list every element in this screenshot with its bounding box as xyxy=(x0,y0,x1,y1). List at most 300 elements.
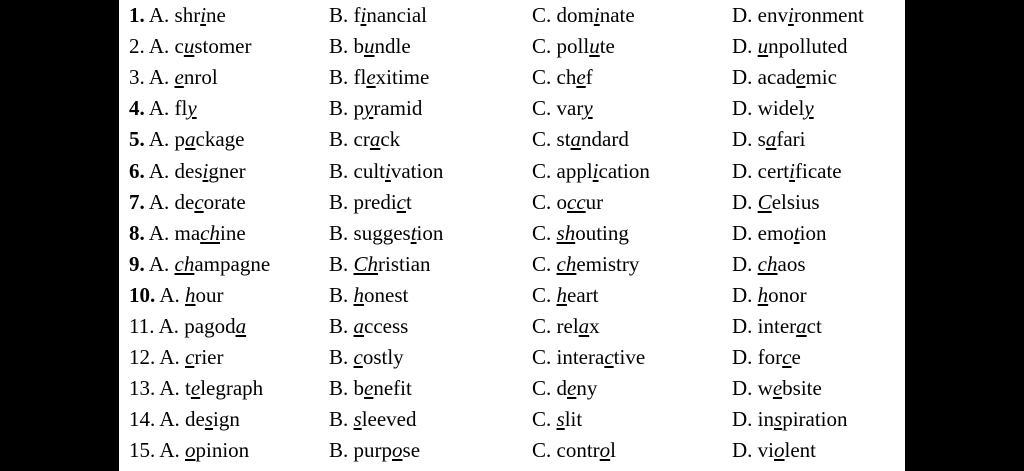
underlined-letters: u xyxy=(183,34,195,59)
word-part: orate xyxy=(203,189,246,214)
word-part: purp xyxy=(353,438,393,463)
underlined-letters: a xyxy=(185,127,196,152)
option-letter: D. xyxy=(732,376,753,401)
question-row xyxy=(119,62,905,93)
underlined-letters: i xyxy=(593,3,600,27)
word-part: des xyxy=(174,158,203,183)
underlined-letters: o xyxy=(392,438,403,463)
option-a xyxy=(129,249,270,280)
option-letter: A. xyxy=(159,376,180,401)
option-c xyxy=(532,31,615,62)
underlined-letters: i xyxy=(200,3,207,27)
word-part: tive xyxy=(613,345,646,370)
option-letter: D. xyxy=(732,345,753,370)
question-row xyxy=(119,311,905,342)
question-row xyxy=(119,31,905,62)
option-c xyxy=(532,218,629,249)
word-part: w xyxy=(757,376,773,401)
underlined-letters: a xyxy=(369,127,381,152)
question-number: 13. xyxy=(129,376,156,401)
word-part: b xyxy=(353,34,365,59)
option-letter: D. xyxy=(732,158,753,183)
word-part: f xyxy=(585,65,593,90)
word-part: var xyxy=(556,96,584,121)
word-part: widel xyxy=(757,96,805,121)
underlined-letters: c xyxy=(353,345,363,370)
word-part: te xyxy=(599,34,615,59)
word-part: onest xyxy=(364,282,409,307)
option-letter: B. xyxy=(329,127,349,152)
word-part: ostly xyxy=(362,345,404,370)
word-part: de xyxy=(185,407,205,432)
option-d xyxy=(732,218,827,249)
option-a xyxy=(129,0,226,31)
word-part: c xyxy=(174,34,184,59)
question-row xyxy=(119,0,905,31)
word-part: ccess xyxy=(364,314,409,338)
option-letter: C. xyxy=(532,345,552,370)
word-part: emistry xyxy=(576,251,640,276)
word-part: x xyxy=(589,314,600,338)
word-part: vi xyxy=(757,438,775,463)
option-letter: A. xyxy=(148,251,170,276)
option-b xyxy=(329,218,443,249)
word-part: shr xyxy=(174,3,201,27)
option-letter: B. xyxy=(329,65,349,90)
word-part: in xyxy=(757,407,775,432)
option-a xyxy=(129,93,197,124)
underlined-letters: h xyxy=(185,282,196,307)
word-part: appl xyxy=(556,158,593,183)
word-part: lent xyxy=(784,438,817,463)
option-c xyxy=(532,187,603,218)
word-part: stomer xyxy=(194,34,252,59)
word-part: emo xyxy=(757,220,794,245)
word-part: bsite xyxy=(782,376,822,401)
option-d xyxy=(732,280,807,311)
word-part: intera xyxy=(556,345,605,370)
underlined-letters: ch xyxy=(174,251,195,276)
option-letter: C. xyxy=(532,189,552,214)
word-part: npolluted xyxy=(768,34,848,59)
question-row xyxy=(119,93,905,124)
question-row xyxy=(119,249,905,280)
option-c xyxy=(532,280,599,311)
option-letter: A. xyxy=(148,65,170,90)
option-d xyxy=(732,342,801,373)
option-letter: D. xyxy=(732,407,753,432)
underlined-letters: ch xyxy=(200,220,220,245)
underlined-letters: ch xyxy=(757,251,778,276)
question-number: 11. xyxy=(129,314,155,338)
word-part: nate xyxy=(599,3,635,27)
word-part: p xyxy=(174,127,186,152)
option-a xyxy=(129,31,252,62)
exercise-sheet xyxy=(119,0,905,471)
underlined-letters: t xyxy=(793,220,800,245)
option-letter: C. xyxy=(532,251,552,276)
word-part: ckage xyxy=(195,127,245,152)
word-part: ct xyxy=(806,314,822,338)
option-d xyxy=(732,93,814,124)
underlined-letters: e xyxy=(364,376,374,401)
option-letter: A. xyxy=(148,127,170,152)
word-part: dom xyxy=(556,3,594,27)
word-part: fl xyxy=(174,96,188,121)
word-part: ristian xyxy=(378,251,431,276)
option-letter: B. xyxy=(329,282,349,307)
option-letter: C. xyxy=(532,220,552,245)
word-part: se xyxy=(402,438,421,463)
option-d xyxy=(732,0,864,31)
underlined-letters: a xyxy=(353,314,365,338)
underlined-letters: y xyxy=(583,96,593,121)
word-part: env xyxy=(757,3,788,27)
option-d xyxy=(732,404,848,435)
word-part: t xyxy=(406,189,412,214)
option-c xyxy=(532,373,597,404)
option-letter: D. xyxy=(732,96,753,121)
question-number: 2. xyxy=(129,34,145,59)
word-part: mic xyxy=(805,65,837,90)
option-a xyxy=(129,404,240,435)
word-part: fl xyxy=(353,65,367,90)
word-part: sugges xyxy=(353,220,411,245)
word-part: t xyxy=(185,376,191,401)
word-part: o xyxy=(556,189,568,214)
option-c xyxy=(532,124,629,155)
word-part: ch xyxy=(556,65,577,90)
option-letter: D. xyxy=(732,251,753,276)
option-b xyxy=(329,435,420,466)
question-number: 5. xyxy=(129,127,145,152)
underlined-letters: h xyxy=(556,282,568,307)
word-part: acad xyxy=(757,65,797,90)
option-b xyxy=(329,249,431,280)
underlined-letters: h xyxy=(353,282,365,307)
word-part: rel xyxy=(556,314,579,338)
option-letter: B. xyxy=(329,251,349,276)
option-letter: A. xyxy=(159,407,180,432)
question-number: 7. xyxy=(129,189,145,214)
underlined-letters: e xyxy=(190,376,201,401)
option-b xyxy=(329,93,422,124)
word-part: contr xyxy=(556,438,600,463)
word-part: ign xyxy=(213,407,240,432)
question-row xyxy=(119,280,905,311)
option-letter: B. xyxy=(329,34,349,59)
option-a xyxy=(129,373,263,404)
option-letter: A. xyxy=(159,345,180,370)
word-part: our xyxy=(195,282,224,307)
word-part: outing xyxy=(575,220,629,245)
underlined-letters: cc xyxy=(567,189,586,214)
option-letter: B. xyxy=(329,220,349,245)
word-part: ne xyxy=(206,3,226,27)
option-letter: C. xyxy=(532,282,552,307)
option-letter: A. xyxy=(158,314,179,338)
word-part: leeved xyxy=(361,407,417,432)
word-part: xitime xyxy=(375,65,430,90)
word-part: ndle xyxy=(374,34,411,59)
option-letter: B. xyxy=(329,189,349,214)
option-a xyxy=(129,435,249,466)
option-letter: C. xyxy=(532,65,552,90)
underlined-letters: e xyxy=(567,376,577,401)
option-d xyxy=(732,373,822,404)
option-c xyxy=(532,156,650,187)
word-part: pagod xyxy=(184,314,236,338)
underlined-letters: y xyxy=(364,96,374,121)
underlined-letters: sh xyxy=(556,220,576,245)
question-number: 14. xyxy=(129,407,156,432)
word-part: p xyxy=(353,96,365,121)
option-letter: C. xyxy=(532,314,552,338)
option-c xyxy=(532,342,645,373)
question-number: 10. xyxy=(129,282,156,307)
option-letter: B. xyxy=(329,158,349,183)
option-letter: C. xyxy=(532,158,552,183)
underlined-letters: a xyxy=(578,314,590,338)
underlined-letters: C xyxy=(757,189,772,214)
underlined-letters: a xyxy=(796,314,807,338)
underlined-letters: c xyxy=(604,345,614,370)
underlined-letters: e xyxy=(576,65,586,90)
underlined-letters: i xyxy=(202,158,209,183)
word-part: predi xyxy=(353,189,397,214)
word-part: l xyxy=(610,438,617,463)
underlined-letters: ch xyxy=(556,251,577,276)
option-letter: D. xyxy=(732,282,753,307)
option-a xyxy=(129,280,224,311)
word-part: fari xyxy=(776,127,806,152)
underlined-letters: e xyxy=(796,65,806,90)
option-letter: D. xyxy=(732,3,753,27)
question-number: 4. xyxy=(129,96,145,121)
word-part: gner xyxy=(208,158,246,183)
underlined-letters: a xyxy=(765,127,777,152)
option-d xyxy=(732,62,837,93)
option-letter: B. xyxy=(329,438,349,463)
question-number: 8. xyxy=(129,220,145,245)
word-part: cult xyxy=(353,158,386,183)
option-c xyxy=(532,0,635,31)
option-letter: A. xyxy=(159,438,180,463)
option-d xyxy=(732,187,820,218)
word-part: ck xyxy=(380,127,401,152)
word-part: eart xyxy=(567,282,599,307)
option-c xyxy=(532,62,593,93)
word-part: ur xyxy=(585,189,604,214)
option-b xyxy=(329,404,417,435)
word-part: nefit xyxy=(373,376,412,401)
underlined-letters: i xyxy=(385,158,391,183)
option-letter: A. xyxy=(148,34,170,59)
word-part: ion xyxy=(416,220,444,245)
question-row xyxy=(119,187,905,218)
underlined-letters: Ch xyxy=(353,251,379,276)
word-part: lit xyxy=(564,407,583,432)
word-part: cert xyxy=(757,158,790,183)
underlined-letters: o xyxy=(599,438,611,463)
word-part: e xyxy=(791,345,801,370)
underlined-letters: i xyxy=(360,3,367,27)
option-letter: D. xyxy=(732,127,753,152)
option-c xyxy=(532,435,616,466)
word-part: inter xyxy=(757,314,797,338)
option-b xyxy=(329,0,427,31)
underlined-letters: s xyxy=(204,407,214,432)
underlined-letters: s xyxy=(774,407,783,432)
option-letter: B. xyxy=(329,407,349,432)
underlined-letters: u xyxy=(364,34,375,59)
option-letter: A. xyxy=(148,189,170,214)
underlined-letters: s xyxy=(556,407,565,432)
underlined-letters: s xyxy=(353,407,362,432)
question-number: 12. xyxy=(129,345,156,370)
question-row xyxy=(119,342,905,373)
option-c xyxy=(532,93,593,124)
word-part: ma xyxy=(174,220,201,245)
underlined-letters: o xyxy=(185,438,196,463)
word-part: for xyxy=(757,345,783,370)
question-row xyxy=(119,435,905,466)
underlined-letters: a xyxy=(235,314,247,338)
option-b xyxy=(329,187,412,218)
word-part: b xyxy=(353,376,365,401)
word-part: s xyxy=(757,127,766,152)
word-part: nancial xyxy=(366,3,427,27)
option-c xyxy=(532,249,639,280)
word-part: ampagne xyxy=(194,251,271,276)
underlined-letters: c xyxy=(185,345,195,370)
word-part: vation xyxy=(390,158,444,183)
word-part: st xyxy=(556,127,571,152)
option-d xyxy=(732,124,806,155)
word-part: pinion xyxy=(195,438,250,463)
question-row xyxy=(119,404,905,435)
option-d xyxy=(732,435,816,466)
option-letter: C. xyxy=(532,96,552,121)
word-part: piration xyxy=(782,407,848,432)
option-b xyxy=(329,311,408,342)
option-letter: D. xyxy=(732,189,753,214)
underlined-letters: i xyxy=(592,158,599,183)
option-letter: A. xyxy=(148,220,170,245)
option-letter: B. xyxy=(329,96,349,121)
option-letter: C. xyxy=(532,376,552,401)
option-a xyxy=(129,187,246,218)
option-a xyxy=(129,311,246,342)
option-a xyxy=(129,342,224,373)
option-letter: D. xyxy=(732,314,753,338)
underlined-letters: c xyxy=(782,345,792,370)
word-part: ine xyxy=(220,220,246,245)
underlined-letters: y xyxy=(804,96,814,121)
question-row xyxy=(119,373,905,404)
question-number: 6. xyxy=(129,158,145,183)
option-d xyxy=(732,249,806,280)
underlined-letters: i xyxy=(789,158,795,183)
word-part: f xyxy=(353,3,361,27)
option-b xyxy=(329,373,412,404)
option-letter: B. xyxy=(329,3,349,27)
underlined-letters: i xyxy=(788,3,794,27)
option-d xyxy=(732,311,822,342)
word-part: de xyxy=(174,189,195,214)
question-number: 15. xyxy=(129,438,156,463)
option-c xyxy=(532,311,600,342)
option-letter: B. xyxy=(329,314,349,338)
underlined-letters: t xyxy=(410,220,417,245)
word-part: ficate xyxy=(795,158,842,183)
option-letter: C. xyxy=(532,438,552,463)
option-letter: A. xyxy=(159,282,180,307)
question-row xyxy=(119,218,905,249)
word-part: rier xyxy=(194,345,224,370)
option-letter: C. xyxy=(532,127,552,152)
word-part: elsius xyxy=(771,189,820,214)
word-part: nrol xyxy=(183,65,218,90)
question-number: 1. xyxy=(129,3,145,27)
option-letter: B. xyxy=(329,345,349,370)
option-c xyxy=(532,404,582,435)
word-part: aos xyxy=(777,251,806,276)
word-part: ndard xyxy=(581,127,629,152)
word-part: cation xyxy=(598,158,650,183)
underlined-letters: e xyxy=(772,376,783,401)
question-row xyxy=(119,156,905,187)
option-letter: A. xyxy=(148,96,170,121)
word-part: ramid xyxy=(373,96,423,121)
option-letter: B. xyxy=(329,376,349,401)
option-letter: C. xyxy=(532,34,552,59)
option-a xyxy=(129,218,246,249)
underlined-letters: u xyxy=(589,34,600,59)
underlined-letters: e xyxy=(366,65,376,90)
underlined-letters: o xyxy=(774,438,785,463)
option-b xyxy=(329,156,443,187)
underlined-letters: c xyxy=(396,189,406,214)
option-letter: D. xyxy=(732,438,753,463)
question-row xyxy=(119,124,905,155)
word-part: cr xyxy=(353,127,370,152)
underlined-letters: y xyxy=(187,96,197,121)
word-part: poll xyxy=(556,34,590,59)
option-letter: C. xyxy=(532,407,552,432)
underlined-letters: e xyxy=(174,65,184,90)
word-part: onor xyxy=(768,282,807,307)
word-part: legraph xyxy=(200,376,264,401)
option-letter: D. xyxy=(732,65,753,90)
option-b xyxy=(329,124,400,155)
option-b xyxy=(329,280,408,311)
option-letter: C. xyxy=(532,3,552,27)
word-part: d xyxy=(556,376,568,401)
option-a xyxy=(129,156,246,187)
option-letter: A. xyxy=(148,158,170,183)
word-part: ronment xyxy=(793,3,864,27)
option-letter: D. xyxy=(732,34,753,59)
question-number: 3. xyxy=(129,65,145,90)
underlined-letters: u xyxy=(757,34,769,59)
option-letter: A. xyxy=(148,3,170,27)
option-letter: D. xyxy=(732,220,753,245)
option-b xyxy=(329,62,429,93)
word-part: ny xyxy=(576,376,598,401)
option-b xyxy=(329,31,411,62)
underlined-letters: h xyxy=(757,282,769,307)
